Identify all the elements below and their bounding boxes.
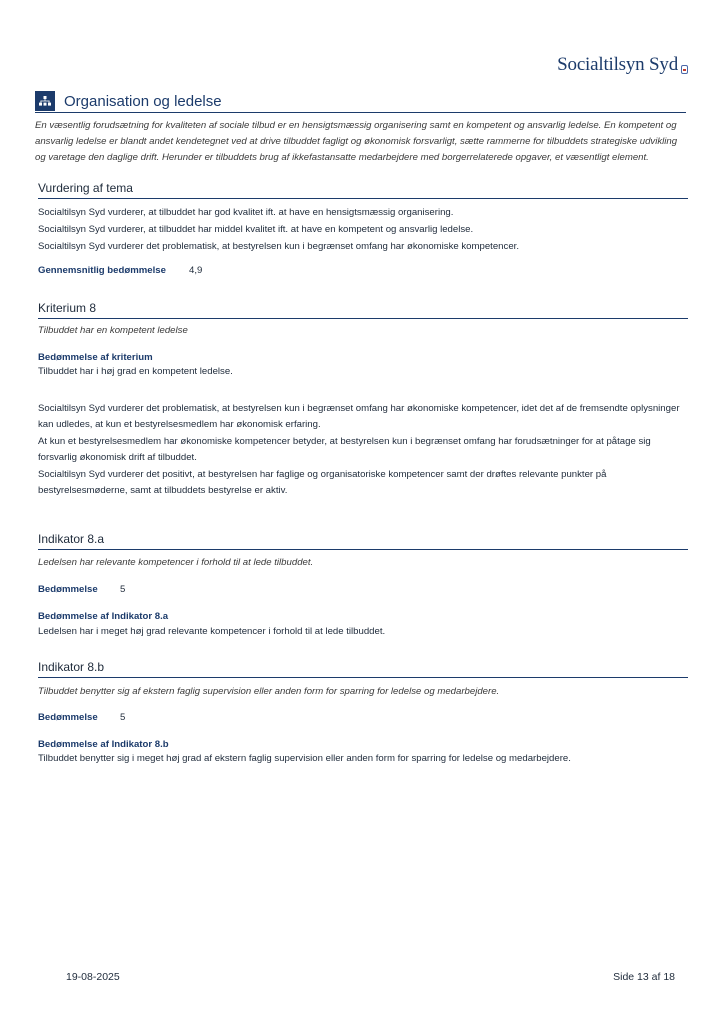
indikator-a-heading: Indikator 8.a: [38, 532, 688, 550]
kriterium-paragraph: At kun et bestyrelsesmedlem har økonomiske kompetencer betyder, at bestyrelsen kun i begrænset omfang har forudsætninger for at påtage sig forsvarlig økonomisk drift af tilbuddet.: [38, 436, 651, 463]
vurdering-heading: Vurdering af tema: [38, 181, 688, 199]
section-title: Organisation og ledelse: [64, 92, 222, 110]
footer-page-number: Side 13 af 18: [613, 971, 675, 983]
avg-score-value: 4,9: [189, 265, 203, 276]
section-description: En væsentlig forudsætning for kvaliteten af sociale tilbud er en hensigtsmæssig organisering samt en kompetent og ansvarlig ledelse. En kompetent og ansvarlig ledelse er blandt andet kendetegnet ved at drive tilbuddet fagligt og økonomisk forsvarligt, sætte rammerne for tilbuddets strategiske udvikling og varetage den daglige drift. Herunder er tilbuddets brug af ikkefastansatte medarbejdere med borgerrelaterede opgaver, et væsentligt element.: [35, 120, 678, 163]
kriterium-paragraphs: [38, 401, 688, 500]
indikator-a-assessment-label: Bedømmelse af Indikator 8.a: [38, 611, 169, 622]
organisation-icon: [35, 91, 55, 111]
vurdering-line: Socialtilsyn Syd vurderer, at tilbuddet har god kvalitet ift. at have en hensigtsmæssig organisering.: [38, 207, 454, 218]
logo-mark-icon: [681, 65, 688, 74]
section-header: [35, 90, 686, 113]
indikator-b-subtitle: Tilbuddet benytter sig af ekstern faglig supervision eller anden form for sparring for ledelse og medarbejdere.: [38, 686, 500, 697]
kriterium-paragraph: Socialtilsyn Syd vurderer det positivt, at bestyrelsen har faglige og organisatoriske kompetencer samt der drøftes relevante punkter på bestyrelsesmøderne, samt at tilbuddets bestyrelse er aktiv.: [38, 469, 607, 496]
indikator-a-score-label: Bedømmelse: [38, 584, 98, 595]
indikator-b-assessment: Tilbuddet benytter sig i meget høj grad af ekstern faglig supervision eller anden form for sparring for ledelse og medarbejdere.: [38, 753, 571, 764]
indikator-b-score: 5: [120, 712, 126, 723]
indikator-b-assessment-label: Bedømmelse af Indikator 8.b: [38, 739, 169, 750]
socialtilsyn-logo: [557, 54, 688, 76]
indikator-a-score: 5: [120, 584, 126, 595]
indikator-a-assessment: Ledelsen har i meget høj grad relevante kompetencer i forhold til at lede tilbuddet.: [38, 626, 386, 637]
vurdering-text: [38, 205, 688, 256]
logo-text: Socialtilsyn Syd: [557, 54, 678, 75]
avg-score-label: Gennemsnitlig bedømmelse: [38, 265, 166, 276]
indikator-a-subtitle: Ledelsen har relevante kompetencer i forhold til at lede tilbuddet.: [38, 557, 314, 568]
kriterium-heading: Kriterium 8: [38, 301, 688, 319]
kriterium-assessment: Tilbuddet har i høj grad en kompetent ledelse.: [38, 366, 233, 377]
indikator-b-heading: Indikator 8.b: [38, 660, 688, 678]
kriterium-paragraph: Socialtilsyn Syd vurderer det problematisk, at bestyrelsen kun i begrænset omfang har økonomiske kompetencer, idet det af de fremsendte oplysninger kan udledes, at kun et bestyrelsesmedlem har økonomisk erfaring.: [38, 403, 680, 430]
indikator-b-score-label: Bedømmelse: [38, 712, 98, 723]
vurdering-line: Socialtilsyn Syd vurderer, at tilbuddet har middel kvalitet ift. at have en kompetent og ansvarlig ledelse.: [38, 224, 474, 235]
kriterium-assessment-label: Bedømmelse af kriterium: [38, 352, 153, 363]
kriterium-subtitle: Tilbuddet har en kompetent ledelse: [38, 325, 188, 336]
vurdering-line: Socialtilsyn Syd vurderer det problematisk, at bestyrelsen kun i begrænset omfang har økonomiske kompetencer.: [38, 241, 519, 252]
footer-date: 19-08-2025: [66, 971, 120, 983]
